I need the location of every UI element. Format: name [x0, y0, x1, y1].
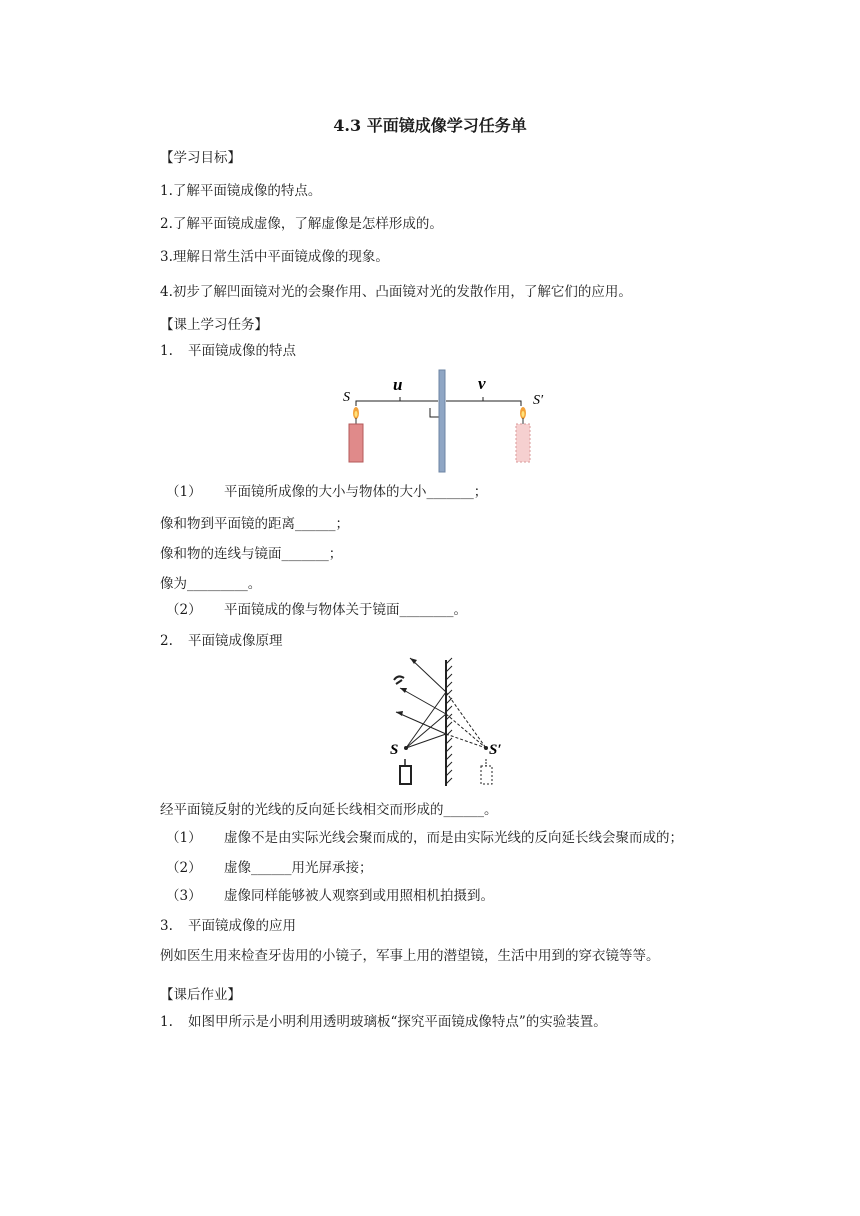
- goals-header: 【学习目标】: [160, 150, 241, 166]
- page-title: 4.3 平面镜成像学习任务单: [333, 116, 527, 135]
- task1-item1-text: 平面镜所成像的大小与物体的大小_______；: [224, 484, 488, 500]
- task2-item3: [166, 887, 494, 905]
- task2-item1-text: 虚像不是由实际光线会聚而成的，而是由实际光线的反向延长线会聚而成的；: [224, 830, 683, 846]
- task2-heading: [160, 632, 283, 650]
- tasks-header: 【课上学习任务】: [160, 317, 268, 333]
- v-label: v: [478, 374, 486, 393]
- task1-item2: [166, 601, 467, 619]
- task3-number: 3.: [160, 918, 173, 934]
- task3-heading: [160, 917, 296, 935]
- task1-line3: 像和物的连线与镜面_______；: [160, 546, 343, 562]
- homework-header: 【课后作业】: [160, 987, 241, 1003]
- task1-item1: [166, 483, 487, 501]
- task2-item1-number: （1）: [166, 830, 202, 846]
- u-label: u: [393, 375, 403, 394]
- task1-item2-text: 平面镜成的像与物体关于镜面________。: [224, 602, 467, 618]
- homework1-text: 如图甲所示是小明利用透明玻璃板“探究平面镜成像特点”的实验装置。: [188, 1014, 607, 1030]
- task2-title: 平面镜成像原理: [188, 633, 283, 649]
- task1-item1-number: （1）: [166, 484, 202, 500]
- homework1-number: 1.: [160, 1014, 173, 1030]
- task1-item2-number: （2）: [166, 602, 202, 618]
- task2-item2: [166, 859, 373, 877]
- task1-title: 平面镜成像的特点: [188, 343, 296, 359]
- goal-item: 4.初步了解凹面镜对光的会聚作用、凸面镜对光的发散作用，了解它们的应用。: [160, 284, 632, 300]
- mirror-image-figure: [340, 368, 560, 476]
- task1-line2: 像和物到平面镜的距离______；: [160, 516, 349, 532]
- goal-item: 2.了解平面镜成虚像，了解虚像是怎样形成的。: [160, 216, 443, 232]
- goal-item: 3.理解日常生活中平面镜成像的现象。: [160, 249, 389, 265]
- fig2-s-label: S: [390, 742, 399, 758]
- goal-item: 1.了解平面镜成像的特点。: [160, 183, 322, 199]
- task3-text: 例如医生用来检查牙齿用的小镜子，军事上用的潜望镜，生活中用到的穿衣镜等等。: [160, 948, 660, 964]
- object-s-label: S: [343, 390, 350, 405]
- task2-item1: [166, 829, 683, 847]
- task1-heading: [160, 342, 296, 360]
- task2-item3-text: 虚像同样能够被人观察到或用照相机拍摄到。: [224, 888, 494, 904]
- task2-number: 2.: [160, 633, 173, 649]
- image-s-prime-label: S′: [533, 393, 544, 408]
- task2-item2-number: （2）: [166, 860, 202, 876]
- task2-intro: 经平面镜反射的光线的反向延长线相交而形成的______。: [160, 802, 498, 818]
- task1-number: 1.: [160, 343, 173, 359]
- task1-line4: 像为_________。: [160, 576, 262, 592]
- virtual-image-figure: [380, 656, 520, 792]
- fig2-s-prime-label: S′: [489, 742, 502, 758]
- task2-item3-number: （3）: [166, 888, 202, 904]
- task2-item2-text: 虚像______用光屏承接；: [224, 860, 373, 876]
- homework1: [160, 1013, 607, 1031]
- task3-title: 平面镜成像的应用: [188, 918, 296, 934]
